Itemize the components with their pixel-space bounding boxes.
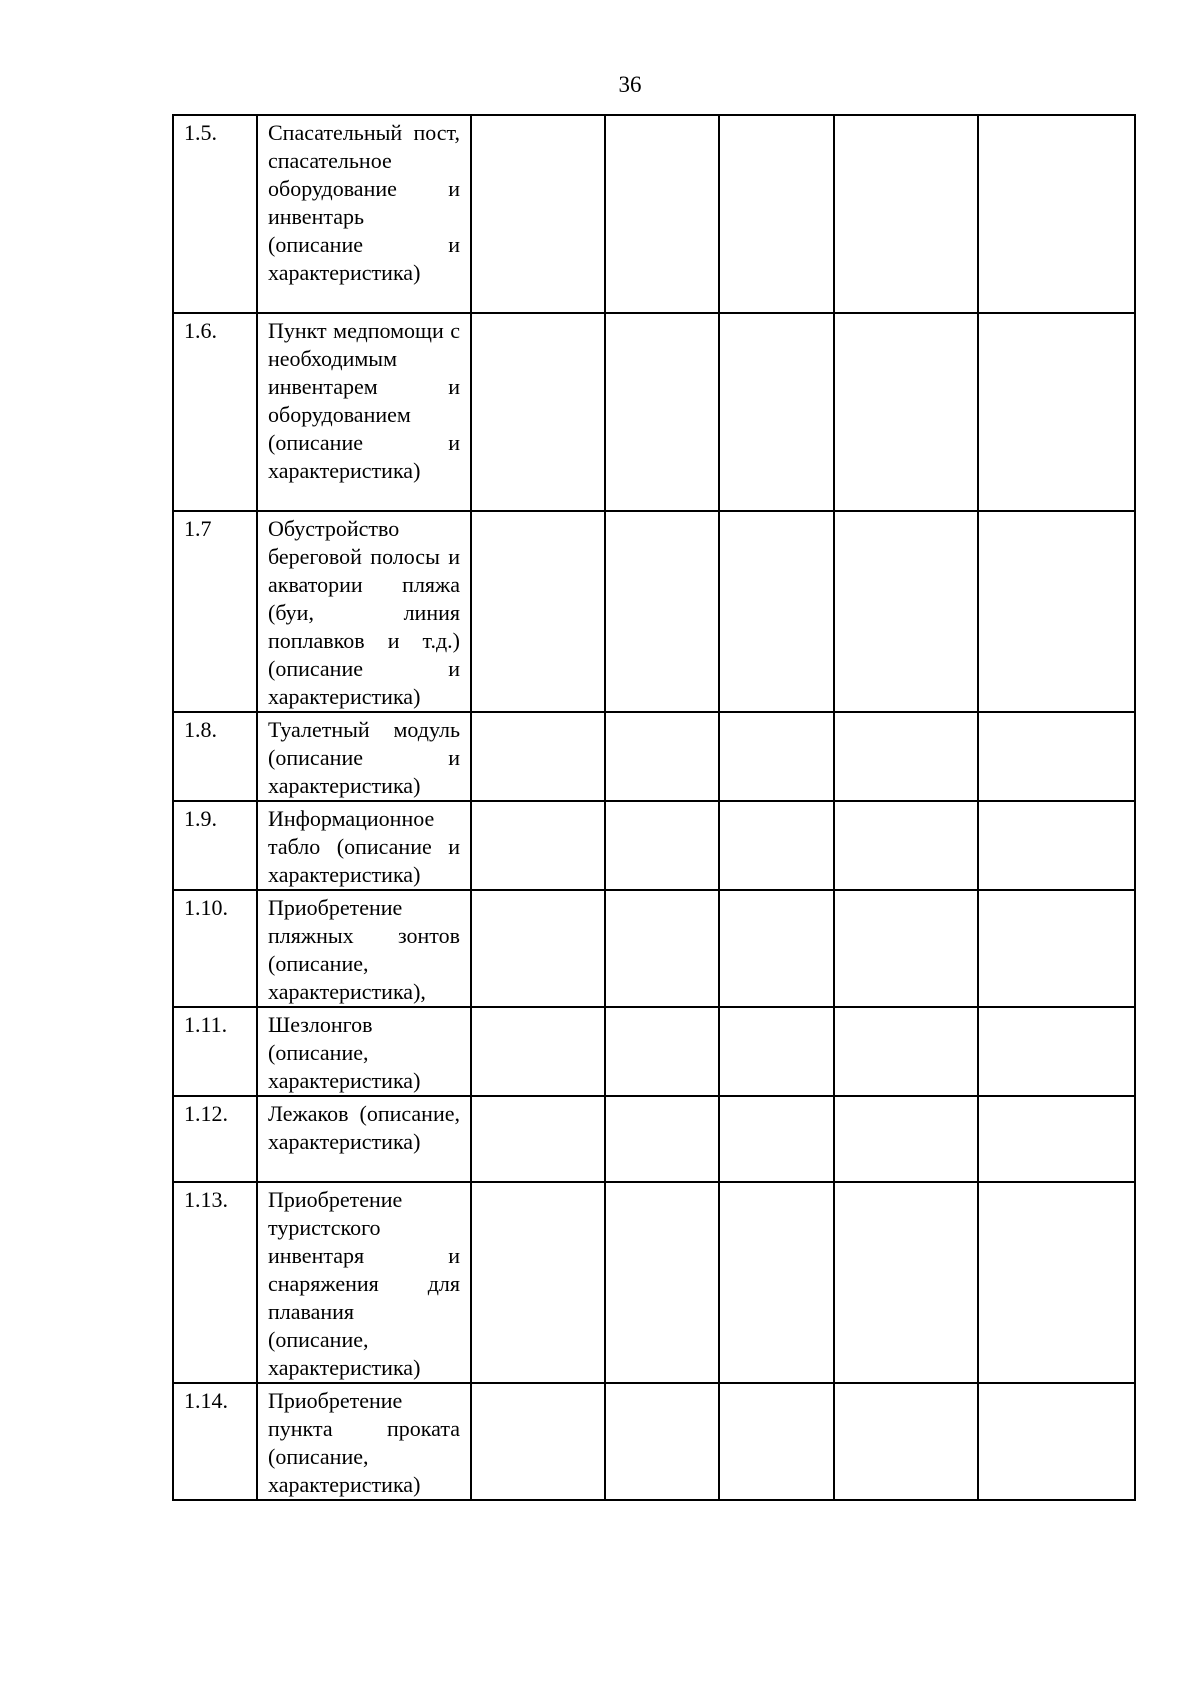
- page-number: 36: [618, 72, 642, 97]
- empty-cell[interactable]: [834, 890, 978, 1007]
- empty-cell[interactable]: [834, 801, 978, 890]
- empty-cell[interactable]: [719, 1007, 834, 1096]
- row-description: Приобретение туристского инвентаря и снаряжения для плавания (описание, характеристика): [257, 1182, 471, 1383]
- empty-cell[interactable]: [834, 1096, 978, 1182]
- empty-cell[interactable]: [719, 712, 834, 801]
- empty-cell[interactable]: [605, 1383, 719, 1500]
- row-number: 1.7: [173, 511, 257, 712]
- empty-cell[interactable]: [471, 712, 605, 801]
- empty-cell[interactable]: [605, 712, 719, 801]
- row-number: 1.9.: [173, 801, 257, 890]
- empty-cell[interactable]: [719, 1096, 834, 1182]
- empty-cell[interactable]: [719, 801, 834, 890]
- empty-cell[interactable]: [471, 1383, 605, 1500]
- table-row: [173, 801, 1135, 890]
- table-row: [173, 511, 1135, 712]
- empty-cell[interactable]: [471, 511, 605, 712]
- empty-cell[interactable]: [605, 115, 719, 313]
- row-description: Приобретение пляжных зонтов (описание, характеристика),: [257, 890, 471, 1007]
- table-row: [173, 1182, 1135, 1383]
- empty-cell[interactable]: [978, 511, 1135, 712]
- table-row: [173, 1383, 1135, 1500]
- row-description: Туалетный модуль (описание и характеристика): [257, 712, 471, 801]
- empty-cell[interactable]: [978, 1096, 1135, 1182]
- empty-cell[interactable]: [978, 712, 1135, 801]
- table-row: [173, 1007, 1135, 1096]
- empty-cell[interactable]: [471, 115, 605, 313]
- empty-cell[interactable]: [834, 511, 978, 712]
- empty-cell[interactable]: [834, 115, 978, 313]
- table-row: [173, 313, 1135, 511]
- empty-cell[interactable]: [719, 313, 834, 511]
- empty-cell[interactable]: [719, 511, 834, 712]
- row-number: 1.11.: [173, 1007, 257, 1096]
- table-row: [173, 712, 1135, 801]
- empty-cell[interactable]: [834, 1383, 978, 1500]
- empty-cell[interactable]: [471, 1182, 605, 1383]
- row-description: Лежаков (описание, характеристика): [257, 1096, 471, 1182]
- row-number: 1.13.: [173, 1182, 257, 1383]
- empty-cell[interactable]: [834, 712, 978, 801]
- row-number: 1.5.: [173, 115, 257, 313]
- empty-cell[interactable]: [471, 801, 605, 890]
- empty-cell[interactable]: [719, 115, 834, 313]
- empty-cell[interactable]: [605, 1182, 719, 1383]
- empty-cell[interactable]: [978, 801, 1135, 890]
- empty-cell[interactable]: [978, 1182, 1135, 1383]
- table-row: [173, 890, 1135, 1007]
- empty-cell[interactable]: [834, 1007, 978, 1096]
- empty-cell[interactable]: [605, 890, 719, 1007]
- row-description: Шезлонгов (описание, характеристика): [257, 1007, 471, 1096]
- empty-cell[interactable]: [978, 115, 1135, 313]
- row-description: Информационное табло (описание и характеристика): [257, 801, 471, 890]
- empty-cell[interactable]: [471, 1007, 605, 1096]
- row-number: 1.14.: [173, 1383, 257, 1500]
- empty-cell[interactable]: [834, 1182, 978, 1383]
- empty-cell[interactable]: [471, 313, 605, 511]
- row-number: 1.6.: [173, 313, 257, 511]
- empty-cell[interactable]: [978, 890, 1135, 1007]
- empty-cell[interactable]: [605, 1096, 719, 1182]
- empty-cell[interactable]: [834, 313, 978, 511]
- empty-cell[interactable]: [605, 801, 719, 890]
- table-row: [173, 115, 1135, 313]
- empty-cell[interactable]: [719, 1182, 834, 1383]
- empty-cell[interactable]: [978, 1007, 1135, 1096]
- row-description: Приобретение пункта проката (описание, характеристика): [257, 1383, 471, 1500]
- empty-cell[interactable]: [719, 890, 834, 1007]
- row-description: Спасательный пост, спасательное оборудование и инвентарь (описание и характеристика): [257, 115, 471, 313]
- row-number: 1.10.: [173, 890, 257, 1007]
- empty-cell[interactable]: [605, 1007, 719, 1096]
- row-description: Пункт медпомощи с необходимым инвентарем и оборудованием (описание и характеристика): [257, 313, 471, 511]
- row-number: 1.12.: [173, 1096, 257, 1182]
- empty-cell[interactable]: [719, 1383, 834, 1500]
- empty-cell[interactable]: [605, 511, 719, 712]
- empty-cell[interactable]: [978, 1383, 1135, 1500]
- empty-cell[interactable]: [605, 313, 719, 511]
- equipment-table: [172, 114, 1136, 1501]
- empty-cell[interactable]: [978, 313, 1135, 511]
- table-row: [173, 1096, 1135, 1182]
- row-description: Обустройство береговой полосы и акватории пляжа (буи, линия поплавков и т.д.) (описание и характеристика): [257, 511, 471, 712]
- row-number: 1.8.: [173, 712, 257, 801]
- empty-cell[interactable]: [471, 1096, 605, 1182]
- empty-cell[interactable]: [471, 890, 605, 1007]
